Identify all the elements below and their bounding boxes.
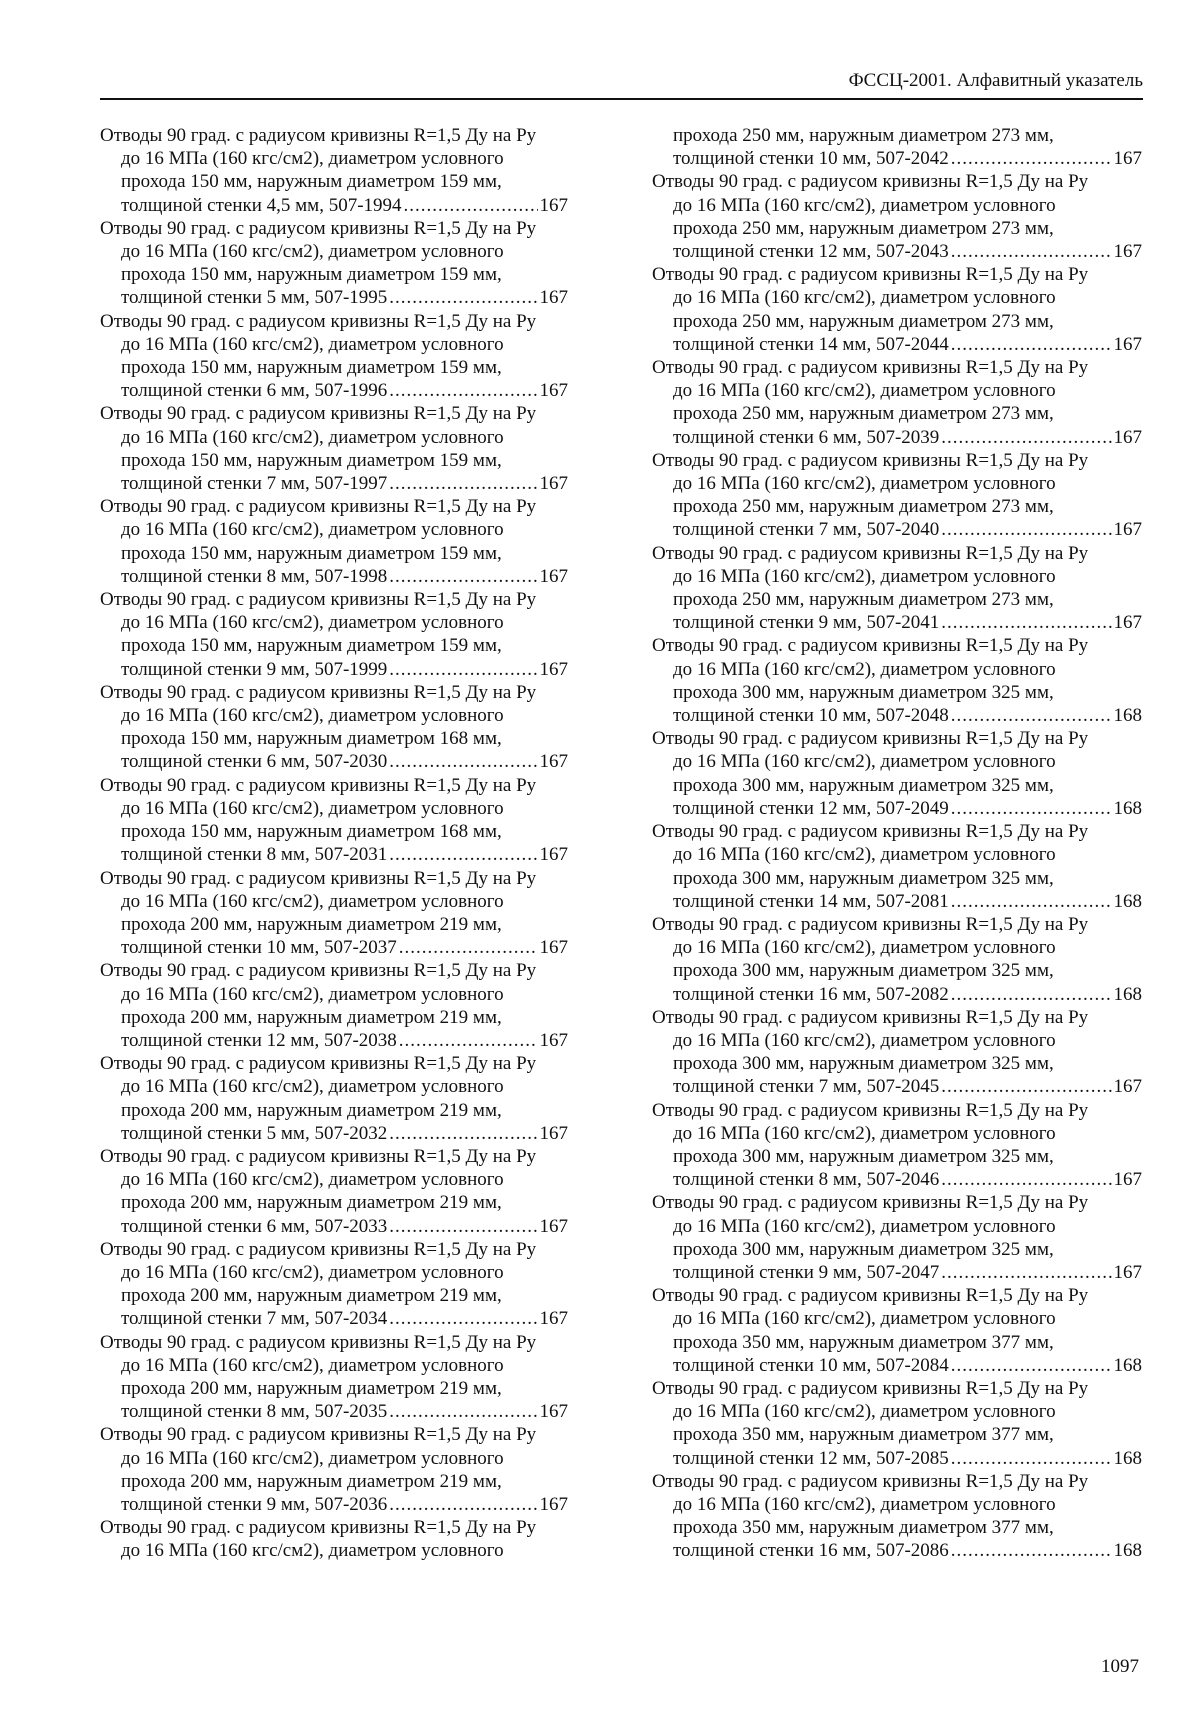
entry-text: толщиной стенки 8 мм, 507-2046 <box>673 1169 940 1191</box>
index-entry <box>652 1377 1142 1470</box>
index-entry <box>100 1238 568 1331</box>
entry-text: толщиной стенки 9 мм, 507-2041 <box>673 612 940 634</box>
entry-line: Отводы 90 град. с радиусом кривизны R=1,5 Ду на Ру <box>652 449 1089 471</box>
entry-last-line <box>100 1307 568 1330</box>
index-entry <box>652 449 1142 542</box>
entry-line: до 16 МПа (160 кгс/см2), диаметром условного <box>121 1261 504 1283</box>
entry-last-line <box>652 240 1142 263</box>
entry-text: толщиной стенки 5 мм, 507-2032 <box>121 1122 388 1144</box>
entry-line: прохода 200 мм, наружным диаметром 219 мм, <box>121 1192 502 1214</box>
entry-line: Отводы 90 град. с радиусом кривизны R=1,5 Ду на Ру <box>652 728 1089 750</box>
entry-text: толщиной стенки 8 мм, 507-2035 <box>121 1401 388 1423</box>
entry-last-line <box>100 379 568 402</box>
entry-line: до 16 МПа (160 кгс/см2), диаметром условного <box>121 1447 504 1469</box>
entry-last-line <box>652 426 1142 449</box>
entry-text: толщиной стенки 12 мм, 507-2049 <box>673 797 949 819</box>
entry-line: до 16 МПа (160 кгс/см2), диаметром условного <box>673 473 1056 495</box>
entry-line: прохода 350 мм, наружным диаметром 377 мм, <box>673 1331 1054 1353</box>
index-entry <box>100 1516 568 1562</box>
entry-line: Отводы 90 град. с радиусом кривизны R=1,5 Ду на Ру <box>652 1285 1089 1307</box>
index-column-right <box>652 124 1142 1563</box>
entry-line: Отводы 90 град. с радиусом кривизны R=1,5 Ду на Ру <box>652 1099 1089 1121</box>
leader-dots <box>951 1539 1112 1562</box>
entry-line: Отводы 90 град. с радиусом кривизны R=1,5 Ду на Ру <box>100 217 537 239</box>
entry-line: до 16 МПа (160 кгс/см2), диаметром условного <box>673 380 1056 402</box>
entry-line: прохода 300 мм, наружным диаметром 325 мм, <box>673 681 1054 703</box>
entry-page-ref: 167 <box>1113 241 1142 263</box>
entry-page-ref: 168 <box>1113 890 1142 912</box>
entry-last-line <box>652 1539 1142 1562</box>
entry-line: Отводы 90 град. с радиусом кривизны R=1,5 Ду на Ру <box>652 264 1089 286</box>
entry-line: до 16 МПа (160 кгс/см2), диаметром условного <box>673 1308 1056 1330</box>
entry-line: Отводы 90 град. с радиусом кривизны R=1,5 Ду на Ру <box>100 1424 537 1446</box>
entry-line: прохода 200 мм, наружным диаметром 219 мм, <box>121 1377 502 1399</box>
index-entry <box>652 913 1142 1006</box>
index-entry <box>100 588 568 681</box>
entry-line: Отводы 90 град. с радиусом кривизны R=1,5 Ду на Ру <box>100 403 537 425</box>
entry-last-line <box>652 983 1142 1006</box>
entry-page-ref: 168 <box>1113 1354 1142 1376</box>
entry-text: толщиной стенки 14 мм, 507-2044 <box>673 333 949 355</box>
entry-page-ref: 167 <box>539 1493 568 1515</box>
entry-last-line <box>100 1029 568 1052</box>
entry-line: Отводы 90 град. с радиусом кривизны R=1,5 Ду на Ру <box>100 1238 537 1260</box>
entry-line: Отводы 90 град. с радиусом кривизны R=1,5 Ду на Ру <box>652 1006 1089 1028</box>
leader-dots <box>389 843 537 866</box>
entry-text: толщиной стенки 10 мм, 507-2037 <box>121 937 397 959</box>
entry-page-ref: 167 <box>539 1308 568 1330</box>
entry-line: до 16 МПа (160 кгс/см2), диаметром условного <box>121 1540 504 1562</box>
entry-page-ref: 168 <box>1113 705 1142 727</box>
index-entry <box>652 263 1142 356</box>
entry-page-ref: 167 <box>1113 1169 1142 1191</box>
entry-line: до 16 МПа (160 кгс/см2), диаметром условного <box>121 1169 504 1191</box>
entry-last-line <box>100 843 568 866</box>
entry-line: до 16 МПа (160 кгс/см2), диаметром условного <box>121 333 504 355</box>
leader-dots <box>941 518 1111 541</box>
entry-page-ref: 167 <box>1113 612 1142 634</box>
entry-line: до 16 МПа (160 кгс/см2), диаметром условного <box>121 890 504 912</box>
entry-page-ref: 167 <box>1113 333 1142 355</box>
entry-text: толщиной стенки 7 мм, 507-1997 <box>121 473 388 495</box>
entry-line: прохода 150 мм, наружным диаметром 159 мм, <box>121 171 502 193</box>
index-entry <box>100 774 568 867</box>
index-entry <box>652 124 1142 170</box>
entry-line: Отводы 90 град. с радиусом кривизны R=1,5 Ду на Ру <box>652 1470 1089 1492</box>
leader-dots <box>389 1400 537 1423</box>
entry-line: прохода 250 мм, наружным диаметром 273 мм, <box>673 496 1054 518</box>
entry-last-line <box>652 890 1142 913</box>
entry-line: до 16 МПа (160 кгс/см2), диаметром условного <box>121 519 504 541</box>
entry-text: толщиной стенки 7 мм, 507-2034 <box>121 1308 388 1330</box>
entry-line: Отводы 90 град. с радиусом кривизны R=1,5 Ду на Ру <box>100 960 537 982</box>
entry-line: Отводы 90 град. с радиусом кривизны R=1,5 Ду на Ру <box>100 496 537 518</box>
entry-last-line <box>652 1075 1142 1098</box>
entry-line: прохода 250 мм, наружным диаметром 273 мм, <box>673 589 1054 611</box>
index-entry <box>652 170 1142 263</box>
entry-last-line <box>652 1354 1142 1377</box>
entry-line: до 16 МПа (160 кгс/см2), диаметром условного <box>121 705 504 727</box>
entry-line: Отводы 90 град. с радиусом кривизны R=1,5 Ду на Ру <box>652 635 1089 657</box>
entry-last-line <box>652 1447 1142 1470</box>
index-entry <box>100 1331 568 1424</box>
entry-page-ref: 167 <box>1113 1261 1142 1283</box>
entry-page-ref: 167 <box>539 1029 568 1051</box>
leader-dots <box>941 1168 1111 1191</box>
entry-text: толщиной стенки 9 мм, 507-1999 <box>121 658 388 680</box>
entry-line: Отводы 90 град. с радиусом кривизны R=1,5 Ду на Ру <box>100 1517 537 1539</box>
entry-last-line <box>652 797 1142 820</box>
entry-line: прохода 150 мм, наружным диаметром 159 мм, <box>121 357 502 379</box>
index-entry <box>652 542 1142 635</box>
index-entry <box>652 1099 1142 1192</box>
entry-text: толщиной стенки 4,5 мм, 507-1994 <box>121 194 402 216</box>
entry-line: прохода 200 мм, наружным диаметром 219 мм, <box>121 1470 502 1492</box>
entry-last-line <box>652 518 1142 541</box>
entry-last-line <box>652 1261 1142 1284</box>
leader-dots <box>951 983 1112 1006</box>
leader-dots <box>389 1122 537 1145</box>
index-entry <box>100 681 568 774</box>
entry-line: до 16 МПа (160 кгс/см2), диаметром условного <box>673 1215 1056 1237</box>
entry-text: толщиной стенки 6 мм, 507-2030 <box>121 751 388 773</box>
index-entry <box>652 1470 1142 1563</box>
entry-text: толщиной стенки 9 мм, 507-2047 <box>673 1261 940 1283</box>
entry-text: толщиной стенки 9 мм, 507-2036 <box>121 1493 388 1515</box>
entry-last-line <box>100 286 568 309</box>
entry-last-line <box>100 472 568 495</box>
index-entry <box>100 1052 568 1145</box>
entry-line: до 16 МПа (160 кгс/см2), диаметром условного <box>673 658 1056 680</box>
entry-line: Отводы 90 град. с радиусом кривизны R=1,5 Ду на Ру <box>100 1053 537 1075</box>
entry-line: прохода 200 мм, наружным диаметром 219 мм, <box>121 913 502 935</box>
entry-line: до 16 МПа (160 кгс/см2), диаметром условного <box>121 797 504 819</box>
leader-dots <box>941 1075 1111 1098</box>
entry-line: Отводы 90 град. с радиусом кривизны R=1,5 Ду на Ру <box>652 1192 1089 1214</box>
entry-page-ref: 167 <box>539 565 568 587</box>
entry-last-line <box>652 704 1142 727</box>
entry-last-line <box>100 936 568 959</box>
entry-line: прохода 250 мм, наружным диаметром 273 мм, <box>673 125 1054 146</box>
entry-last-line <box>652 147 1142 170</box>
entry-line: Отводы 90 град. с радиусом кривизны R=1,5 Ду на Ру <box>100 1145 537 1167</box>
entry-last-line <box>100 194 568 217</box>
entry-page-ref: 167 <box>539 937 568 959</box>
entry-line: Отводы 90 град. с радиусом кривизны R=1,5 Ду на Ру <box>652 913 1089 935</box>
entry-page-ref: 167 <box>539 751 568 773</box>
entry-line: до 16 МПа (160 кгс/см2), диаметром условного <box>673 1122 1056 1144</box>
entry-line: Отводы 90 град. с радиусом кривизны R=1,5 Ду на Ру <box>100 589 537 611</box>
index-entry <box>100 1423 568 1516</box>
index-entry <box>652 727 1142 820</box>
entry-text: толщиной стенки 6 мм, 507-2039 <box>673 426 940 448</box>
entry-line: до 16 МПа (160 кгс/см2), диаметром условного <box>673 1401 1056 1423</box>
entry-line: Отводы 90 град. с радиусом кривизны R=1,5 Ду на Ру <box>100 1331 537 1353</box>
entry-page-ref: 168 <box>1113 797 1142 819</box>
page-number: 1097 <box>1101 1656 1139 1677</box>
entry-line: прохода 150 мм, наружным диаметром 159 мм, <box>121 542 502 564</box>
leader-dots <box>389 472 537 495</box>
entry-line: до 16 МПа (160 кгс/см2), диаметром условного <box>121 612 504 634</box>
entry-page-ref: 168 <box>1113 983 1142 1005</box>
leader-dots <box>389 1493 537 1516</box>
entry-last-line <box>652 1168 1142 1191</box>
entry-line: до 16 МПа (160 кгс/см2), диаметром условного <box>673 194 1056 216</box>
entry-line: прохода 350 мм, наружным диаметром 377 мм, <box>673 1517 1054 1539</box>
entry-page-ref: 167 <box>539 844 568 866</box>
entry-text: толщиной стенки 12 мм, 507-2038 <box>121 1029 397 1051</box>
entry-line: Отводы 90 град. с радиусом кривизны R=1,5 Ду на Ру <box>100 774 537 796</box>
leader-dots <box>951 240 1112 263</box>
entry-line: Отводы 90 град. с радиусом кривизны R=1,5 Ду на Ру <box>652 171 1089 193</box>
entry-page-ref: 167 <box>539 658 568 680</box>
index-entry <box>652 820 1142 913</box>
entry-text: толщиной стенки 7 мм, 507-2045 <box>673 1076 940 1098</box>
entry-last-line <box>100 1493 568 1516</box>
leader-dots <box>389 750 537 773</box>
entry-line: прохода 150 мм, наружным диаметром 159 мм, <box>121 635 502 657</box>
entry-text: толщиной стенки 7 мм, 507-2040 <box>673 519 940 541</box>
entry-line: до 16 МПа (160 кгс/см2), диаметром условного <box>673 1029 1056 1051</box>
index-column-left <box>100 124 568 1563</box>
leader-dots <box>941 1261 1111 1284</box>
leader-dots <box>951 333 1112 356</box>
entry-page-ref: 167 <box>539 287 568 309</box>
page-header <box>100 66 1143 100</box>
index-entry <box>100 124 568 217</box>
entry-last-line <box>100 658 568 681</box>
entry-text: толщиной стенки 6 мм, 507-1996 <box>121 380 388 402</box>
leader-dots <box>389 1215 537 1238</box>
index-entry <box>652 1191 1142 1284</box>
entry-line: прохода 250 мм, наружным диаметром 273 мм, <box>673 403 1054 425</box>
entry-line: прохода 300 мм, наружным диаметром 325 мм, <box>673 867 1054 889</box>
entry-line: Отводы 90 град. с радиусом кривизны R=1,5 Ду на Ру <box>100 310 537 332</box>
entry-line: до 16 МПа (160 кгс/см2), диаметром условного <box>673 751 1056 773</box>
entry-last-line <box>652 611 1142 634</box>
entry-line: прохода 150 мм, наружным диаметром 168 мм, <box>121 821 502 843</box>
leader-dots <box>941 611 1111 634</box>
entry-line: до 16 МПа (160 кгс/см2), диаметром условного <box>673 565 1056 587</box>
entry-line: прохода 200 мм, наружным диаметром 219 мм, <box>121 1006 502 1028</box>
index-entry <box>652 1284 1142 1377</box>
entry-page-ref: 167 <box>539 194 568 216</box>
leader-dots <box>951 147 1112 170</box>
entry-line: прохода 300 мм, наружным диаметром 325 мм, <box>673 774 1054 796</box>
entry-line: Отводы 90 град. с радиусом кривизны R=1,5 Ду на Ру <box>652 542 1089 564</box>
entry-line: Отводы 90 град. с радиусом кривизны R=1,5 Ду на Ру <box>100 125 537 146</box>
entry-text: толщиной стенки 10 мм, 507-2084 <box>673 1354 949 1376</box>
leader-dots <box>951 1447 1112 1470</box>
entry-last-line <box>100 1400 568 1423</box>
entry-line: прохода 300 мм, наружным диаметром 325 мм, <box>673 1238 1054 1260</box>
index-entry <box>100 402 568 495</box>
entry-page-ref: 167 <box>539 1401 568 1423</box>
entry-page-ref: 167 <box>539 380 568 402</box>
entry-text: толщиной стенки 16 мм, 507-2086 <box>673 1540 949 1562</box>
index-entry <box>100 1145 568 1238</box>
entry-line: Отводы 90 град. с радиусом кривизны R=1,5 Ду на Ру <box>100 681 537 703</box>
entry-line: до 16 МПа (160 кгс/см2), диаметром условного <box>121 1354 504 1376</box>
leader-dots <box>389 286 537 309</box>
entry-line: прохода 250 мм, наружным диаметром 273 мм, <box>673 310 1054 332</box>
entry-line: Отводы 90 град. с радиусом кривизны R=1,5 Ду на Ру <box>100 867 537 889</box>
index-entry <box>100 310 568 403</box>
entry-line: до 16 МПа (160 кгс/см2), диаметром условного <box>121 1076 504 1098</box>
entry-line: прохода 250 мм, наружным диаметром 273 мм, <box>673 217 1054 239</box>
entry-text: толщиной стенки 10 мм, 507-2048 <box>673 705 949 727</box>
entry-last-line <box>652 333 1142 356</box>
entry-text: толщиной стенки 10 мм, 507-2042 <box>673 148 949 170</box>
entry-line: прохода 150 мм, наружным диаметром 168 мм, <box>121 728 502 750</box>
index-entry <box>652 1006 1142 1099</box>
entry-line: прохода 300 мм, наружным диаметром 325 мм, <box>673 1145 1054 1167</box>
leader-dots <box>951 1354 1112 1377</box>
entry-line: до 16 МПа (160 кгс/см2), диаметром условного <box>121 426 504 448</box>
entry-page-ref: 167 <box>1113 519 1142 541</box>
entry-line: прохода 200 мм, наружным диаметром 219 мм, <box>121 1285 502 1307</box>
entry-text: толщиной стенки 12 мм, 507-2043 <box>673 241 949 263</box>
entry-line: прохода 150 мм, наружным диаметром 159 мм, <box>121 449 502 471</box>
entry-last-line <box>100 1122 568 1145</box>
index-entry <box>100 495 568 588</box>
entry-text: толщиной стенки 5 мм, 507-1995 <box>121 287 388 309</box>
entry-text: толщиной стенки 12 мм, 507-2085 <box>673 1447 949 1469</box>
entry-page-ref: 167 <box>539 473 568 495</box>
entry-line: до 16 МПа (160 кгс/см2), диаметром условного <box>673 1493 1056 1515</box>
entry-line: Отводы 90 град. с радиусом кривизны R=1,5 Ду на Ру <box>652 821 1089 843</box>
entry-page-ref: 167 <box>1113 426 1142 448</box>
entry-text: толщиной стенки 6 мм, 507-2033 <box>121 1215 388 1237</box>
entry-line: прохода 300 мм, наружным диаметром 325 мм, <box>673 1053 1054 1075</box>
entry-line: прохода 150 мм, наружным диаметром 159 мм, <box>121 264 502 286</box>
leader-dots <box>389 379 537 402</box>
leader-dots <box>951 890 1112 913</box>
index-entry <box>100 867 568 960</box>
entry-text: толщиной стенки 16 мм, 507-2082 <box>673 983 949 1005</box>
index-entry <box>100 959 568 1052</box>
entry-line: до 16 МПа (160 кгс/см2), диаметром условного <box>121 148 504 170</box>
leader-dots <box>951 797 1112 820</box>
entry-page-ref: 167 <box>539 1215 568 1237</box>
entry-page-ref: 168 <box>1113 1447 1142 1469</box>
entry-last-line <box>100 1215 568 1238</box>
entry-line: Отводы 90 град. с радиусом кривизны R=1,5 Ду на Ру <box>652 357 1089 379</box>
entry-line: прохода 200 мм, наружным диаметром 219 мм, <box>121 1099 502 1121</box>
entry-page-ref: 167 <box>539 1122 568 1144</box>
leader-dots <box>951 704 1112 727</box>
leader-dots <box>399 936 538 959</box>
leader-dots <box>941 426 1111 449</box>
entry-line: прохода 300 мм, наружным диаметром 325 мм, <box>673 960 1054 982</box>
entry-line: до 16 МПа (160 кгс/см2), диаметром условного <box>673 287 1056 309</box>
index-entry <box>100 217 568 310</box>
entry-page-ref: 167 <box>1113 1076 1142 1098</box>
leader-dots <box>404 194 538 217</box>
index-entry <box>652 634 1142 727</box>
entry-last-line <box>100 750 568 773</box>
header-title: ФССЦ-2001. Алфавитный указатель <box>848 70 1143 91</box>
entry-line: до 16 МПа (160 кгс/см2), диаметром условного <box>121 983 504 1005</box>
leader-dots <box>389 1307 537 1330</box>
entry-line: до 16 МПа (160 кгс/см2), диаметром условного <box>121 241 504 263</box>
index-entry <box>652 356 1142 449</box>
entry-line: до 16 МПа (160 кгс/см2), диаметром условного <box>673 937 1056 959</box>
leader-dots <box>389 658 537 681</box>
entry-page-ref: 168 <box>1113 1540 1142 1562</box>
leader-dots <box>389 565 537 588</box>
entry-last-line <box>100 565 568 588</box>
leader-dots <box>399 1029 538 1052</box>
entry-page-ref: 167 <box>1113 148 1142 170</box>
entry-line: прохода 350 мм, наружным диаметром 377 мм, <box>673 1424 1054 1446</box>
entry-text: толщиной стенки 8 мм, 507-1998 <box>121 565 388 587</box>
entry-text: толщиной стенки 8 мм, 507-2031 <box>121 844 388 866</box>
entry-text: толщиной стенки 14 мм, 507-2081 <box>673 890 949 912</box>
entry-line: Отводы 90 град. с радиусом кривизны R=1,5 Ду на Ру <box>652 1377 1089 1399</box>
entry-line: до 16 МПа (160 кгс/см2), диаметром условного <box>673 844 1056 866</box>
